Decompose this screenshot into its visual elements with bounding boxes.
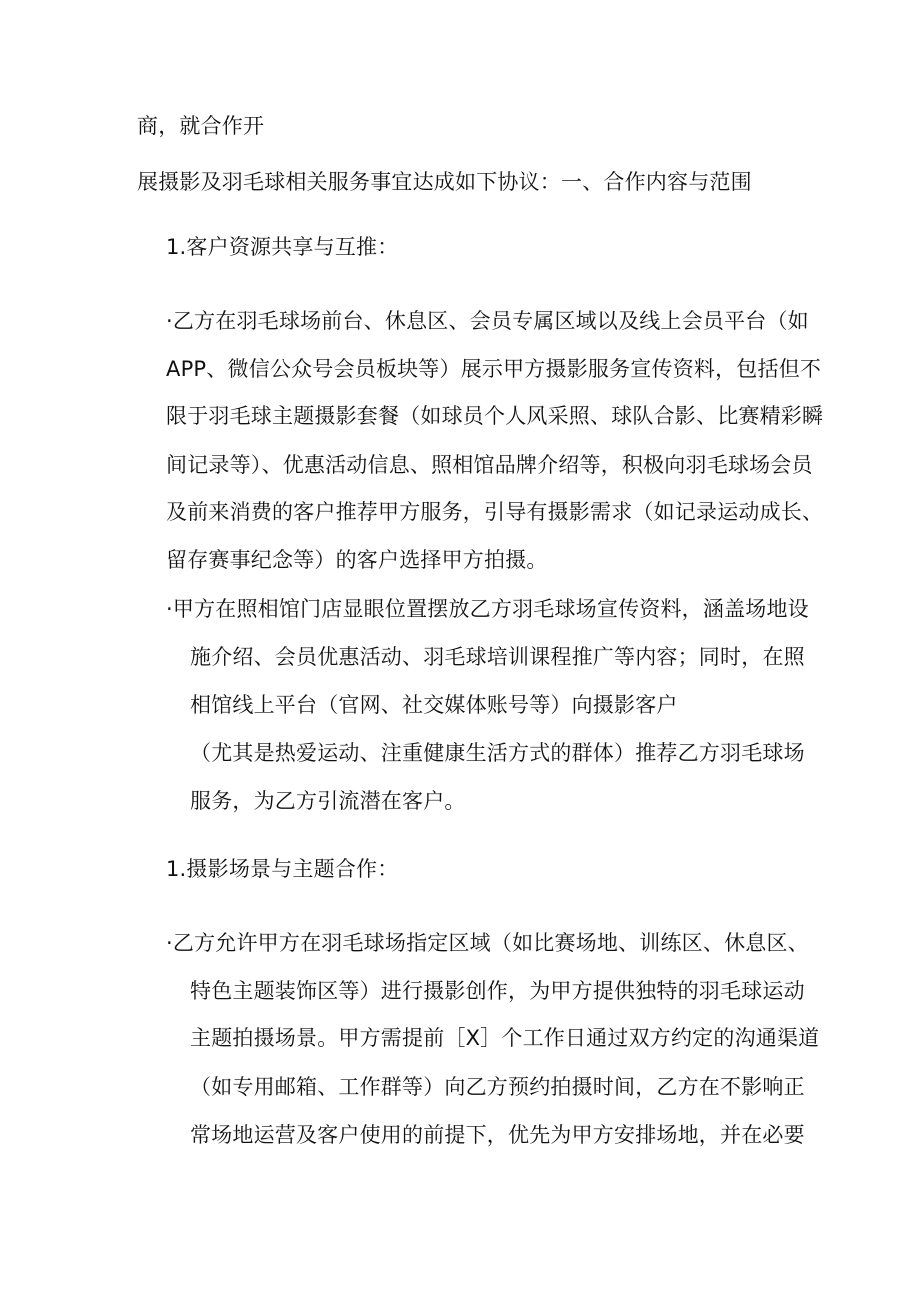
text-line: 商，就合作开 [137,114,265,138]
text-line: 特色主题装饰区等）进行摄影创作，为甲方提供独特的羽毛球运动 [190,979,805,1003]
text-line: （尤其是热爱运动、注重健康生活方式的群体）推荐乙方羽毛球场 [190,741,805,765]
text-line: 常场地运营及客户使用的前提下，优先为甲方安排场地，并在必要 [190,1123,805,1147]
text-line: 及前来消费的客户推荐甲方服务，引导有摄影需求（如记录运动成长、 [166,500,824,524]
text-line: ·乙方允许甲方在羽毛球场指定区域（如比赛场地、训练区、休息区、 [166,931,809,955]
text-line: APP、微信公众号会员板块等）展示甲方摄影服务宣传资料，包括但不 [166,357,822,381]
text-line: ·甲方在照相馆门店显眼位置摆放乙方羽毛球场宣传资料，涵盖场地设 [166,597,809,621]
text-line: ·乙方在羽毛球场前台、休息区、会员专属区域以及线上会员平台（如 [166,309,809,333]
text-line: 服务，为乙方引流潜在客户。 [190,789,466,813]
text-line: 主题拍摄场景。甲方需提前［X］个工作日通过双方约定的沟通渠道 [190,1026,820,1050]
text-line: 留存赛事纪念等）的客户选择甲方拍摄。 [166,548,548,572]
text-line: 限于羽毛球主题摄影套餐（如球员个人风采照、球队合影、比赛精彩瞬 [166,404,824,428]
text-line: （如专用邮箱、工作群等）向乙方预约拍摄时间，乙方在不影响正 [190,1075,805,1099]
text-line: 1.摄影场景与主题合作： [166,857,399,881]
text-line: 间记录等）、优惠活动信息、照相馆品牌介绍等，积极向羽毛球场会员 [166,453,813,477]
text-line: 施介绍、会员优惠活动、羽毛球培训课程推广等内容；同时，在照 [190,645,805,669]
text-line: 相馆线上平台（官网、社交媒体账号等）向摄影客户 [190,693,678,717]
text-line: 1.客户资源共享与互推： [166,235,399,259]
text-line: 展摄影及羽毛球相关服务事宜达成如下协议：一、合作内容与范围 [137,170,752,194]
